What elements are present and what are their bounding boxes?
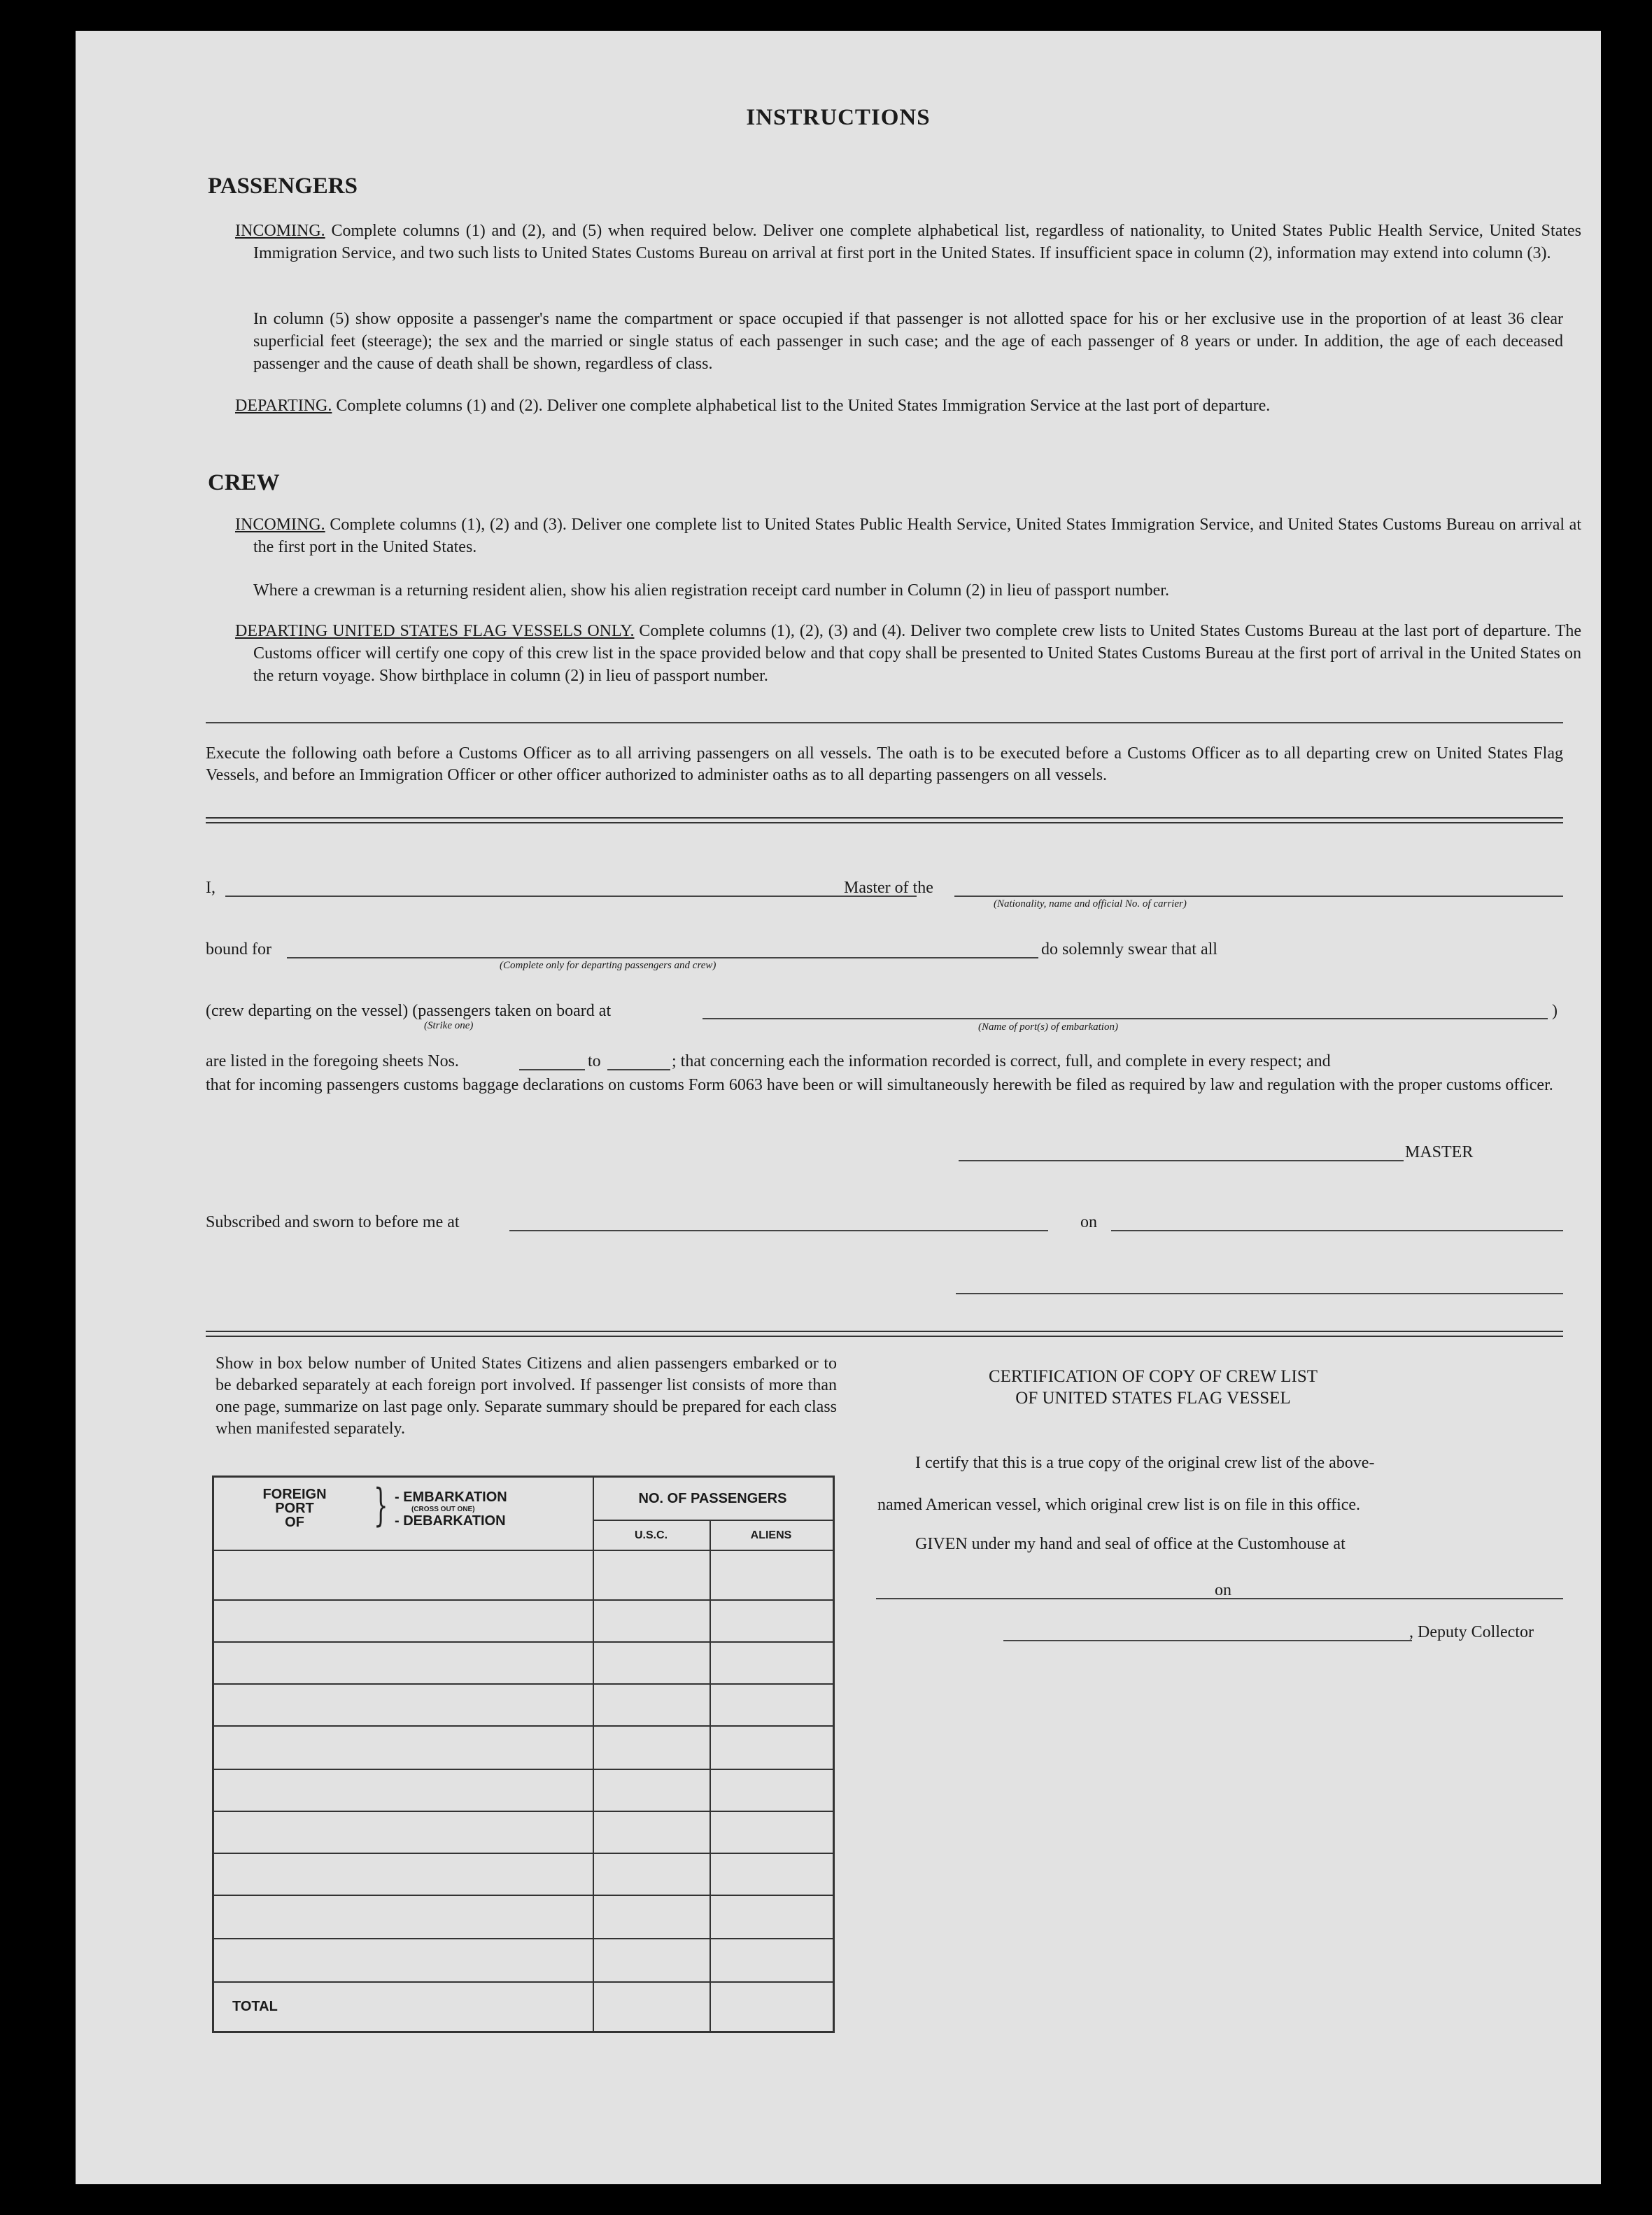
cert-on-label: on — [1215, 1581, 1231, 1599]
crew-resident-text: Where a crewman is a returning resident alien, show his alien registration receipt card number in Column (2) in lieu of passport number. — [253, 581, 1169, 600]
passengers-departing-text: Complete columns (1) and (2). Deliver one complete alphabetical list to the United States Immigration Service at the last port of departure. — [336, 397, 1271, 415]
port-caption: (Name of port(s) of embarkation) — [978, 1021, 1118, 1033]
strike-caption: (Strike one) — [424, 1020, 474, 1031]
crew-departing — [235, 620, 1581, 687]
table-col-divider — [593, 1478, 594, 2031]
passengers-departing — [235, 395, 1581, 417]
table-row — [214, 1550, 833, 1551]
bound-for-field[interactable] — [287, 957, 1038, 958]
passengers-column5-text: In column (5) show opposite a passenger's name the compartment or space occupied if that passenger is not allotted space for his or her exclusive use in the proportion of at least 36 clear superficial feet (steerage); the sex and the married or single status of each passenger in such case; and the age of each passenger of 8 years or under. In addition, the age of each deceased passenger and the cause of death shall be shown, regardless of class. — [253, 310, 1563, 373]
carrier-caption: (Nationality, name and official No. of carrier) — [994, 898, 1187, 910]
sheet-to-field[interactable] — [607, 1069, 670, 1070]
th-cross-out: (CROSS OUT ONE) — [411, 1506, 475, 1513]
master-of-label: Master of the — [844, 879, 933, 897]
crew-incoming-label: INCOMING. — [235, 516, 325, 534]
table-row — [214, 1895, 833, 1896]
passengers-heading: PASSENGERS — [208, 174, 358, 199]
table-row — [214, 1725, 833, 1727]
oath-i-label: I, — [206, 879, 216, 897]
certify-text-b: named American vessel, which original crew list is on file in this office. — [877, 1496, 1361, 1514]
listed-text-b: ; that concerning each the information recorded is correct, full, and complete in every respect; and — [672, 1052, 1331, 1070]
embarkation-port-field[interactable] — [703, 1018, 1548, 1019]
swear-text: do solemnly swear that all — [1041, 940, 1217, 958]
crew-incoming-text: Complete columns (1), (2) and (3). Deliver one complete list to United States Public Health Service, United States Immigration Service, and United States Customs Bureau on arrival at the first port in the United States. — [253, 516, 1582, 556]
table-row — [214, 1811, 833, 1812]
table-col-divider — [709, 1520, 711, 2031]
deputy-signature-field[interactable] — [1003, 1640, 1412, 1641]
close-paren: ) — [1552, 1002, 1558, 1020]
passenger-summary-table — [212, 1476, 835, 2033]
master-label: MASTER — [1405, 1143, 1474, 1161]
sworn-place-field[interactable] — [509, 1230, 1048, 1231]
double-rule-2 — [206, 1331, 1563, 1337]
deputy-collector-label: , Deputy Collector — [1409, 1623, 1534, 1641]
table-row — [214, 1641, 833, 1643]
table-row — [214, 1599, 833, 1601]
table-row — [214, 1981, 833, 1983]
sworn-date-field[interactable] — [1111, 1230, 1563, 1231]
crew-heading: CREW — [208, 470, 280, 495]
th-foreign: FOREIGN — [262, 1487, 327, 1502]
brace-glyph: } — [374, 1480, 388, 1531]
th-debarkation: - DEBARKATION — [395, 1513, 506, 1529]
cert-date-field[interactable] — [1240, 1598, 1563, 1599]
bound-for-label: bound for — [206, 940, 271, 958]
certification-title — [866, 1366, 1440, 1409]
passengers-departing-label: DEPARTING. — [235, 397, 332, 415]
crew-passengers-text: (crew departing on the vessel) (passengers taken on board at — [206, 1002, 612, 1020]
sworn-on-label: on — [1080, 1213, 1097, 1231]
instruction-page — [76, 31, 1601, 2184]
crew-departing-text: Complete columns (1), (2), (3) and (4). Deliver two complete crew lists to United States Customs Bureau at the last port of departure. The Customs officer will certify one copy of this crew list in the space provided below and that copy shall be presented to United States Customs Bureau at the first port of arrival in the United States on the return voyage. Show birthplace in column (2) in lieu of passport number. — [253, 622, 1582, 685]
bound-for-caption: (Complete only for departing passengers and crew) — [500, 960, 716, 971]
th-port: PORT — [275, 1501, 314, 1516]
table-row — [214, 1853, 833, 1854]
listed-to: to — [588, 1052, 601, 1070]
th-total: TOTAL — [232, 1999, 278, 2014]
passengers-incoming-label: INCOMING. — [235, 222, 325, 240]
th-of: OF — [285, 1515, 304, 1530]
listed-text-c: that for incoming passengers customs baggage declarations on customs Form 6063 have been or will simultaneously herewith be filed as required by law and regulation with the proper customs officer. — [206, 1076, 1553, 1094]
listed-text-a: are listed in the foregoing sheets Nos. — [206, 1052, 459, 1070]
passengers-incoming — [235, 220, 1581, 264]
oath-intro: Execute the following oath before a Customs Officer as to all arriving passengers on all vessels. The oath is to be executed before a Customs Officer as to all departing crew on United States Flag Vessels, and before an Immigration Officer or other officer authorized to administer oaths as to all departing passengers on all vessels. — [206, 744, 1563, 784]
table-row — [214, 1769, 833, 1770]
section-divider — [206, 722, 1563, 723]
master-name-field[interactable] — [225, 896, 917, 897]
double-rule — [206, 817, 1563, 823]
officer-signature-field[interactable] — [956, 1293, 1563, 1294]
carrier-field[interactable] — [954, 896, 1563, 897]
table-row — [214, 1938, 833, 1939]
table-row — [214, 1683, 833, 1685]
certification-title-line1: CERTIFICATION OF COPY OF CREW LIST — [988, 1367, 1318, 1386]
page-title: INSTRUCTIONS — [746, 105, 931, 130]
crew-departing-label: DEPARTING UNITED STATES FLAG VESSELS ONLY. — [235, 622, 635, 640]
summary-text: Show in box below number of United States Citizens and alien passengers embarked or to be debarked separately at each foreign port involved. If passenger list consists of more than one page, summarize on last page only. Separate summary should be prepared for each class when manifested separately. — [216, 1354, 837, 1438]
th-aliens: ALIENS — [750, 1529, 792, 1541]
table-header-divider — [593, 1520, 833, 1521]
passengers-incoming-text: Complete columns (1) and (2), and (5) when required below. Deliver one complete alphabetical list, regardless of nationality, to United States Public Health Service, United States Immigration Service, and two such lists to United States Customs Bureau on arrival at first port in the United States. If insufficient space in column (2), information may extend into column (3). — [253, 222, 1581, 262]
th-usc: U.S.C. — [634, 1529, 668, 1541]
master-signature-field[interactable] — [959, 1160, 1404, 1161]
subscribed-label: Subscribed and sworn to before me at — [206, 1213, 460, 1231]
crew-incoming — [235, 514, 1581, 558]
given-text: GIVEN under my hand and seal of office at the Customhouse at — [915, 1535, 1346, 1553]
certify-text-a: I certify that this is a true copy of the original crew list of the above- — [915, 1454, 1375, 1472]
th-no-passengers: NO. OF PASSENGERS — [638, 1491, 787, 1506]
th-embarkation: - EMBARKATION — [395, 1489, 507, 1505]
certification-title-line2: OF UNITED STATES FLAG VESSEL — [1015, 1389, 1291, 1408]
sheet-from-field[interactable] — [519, 1069, 585, 1070]
